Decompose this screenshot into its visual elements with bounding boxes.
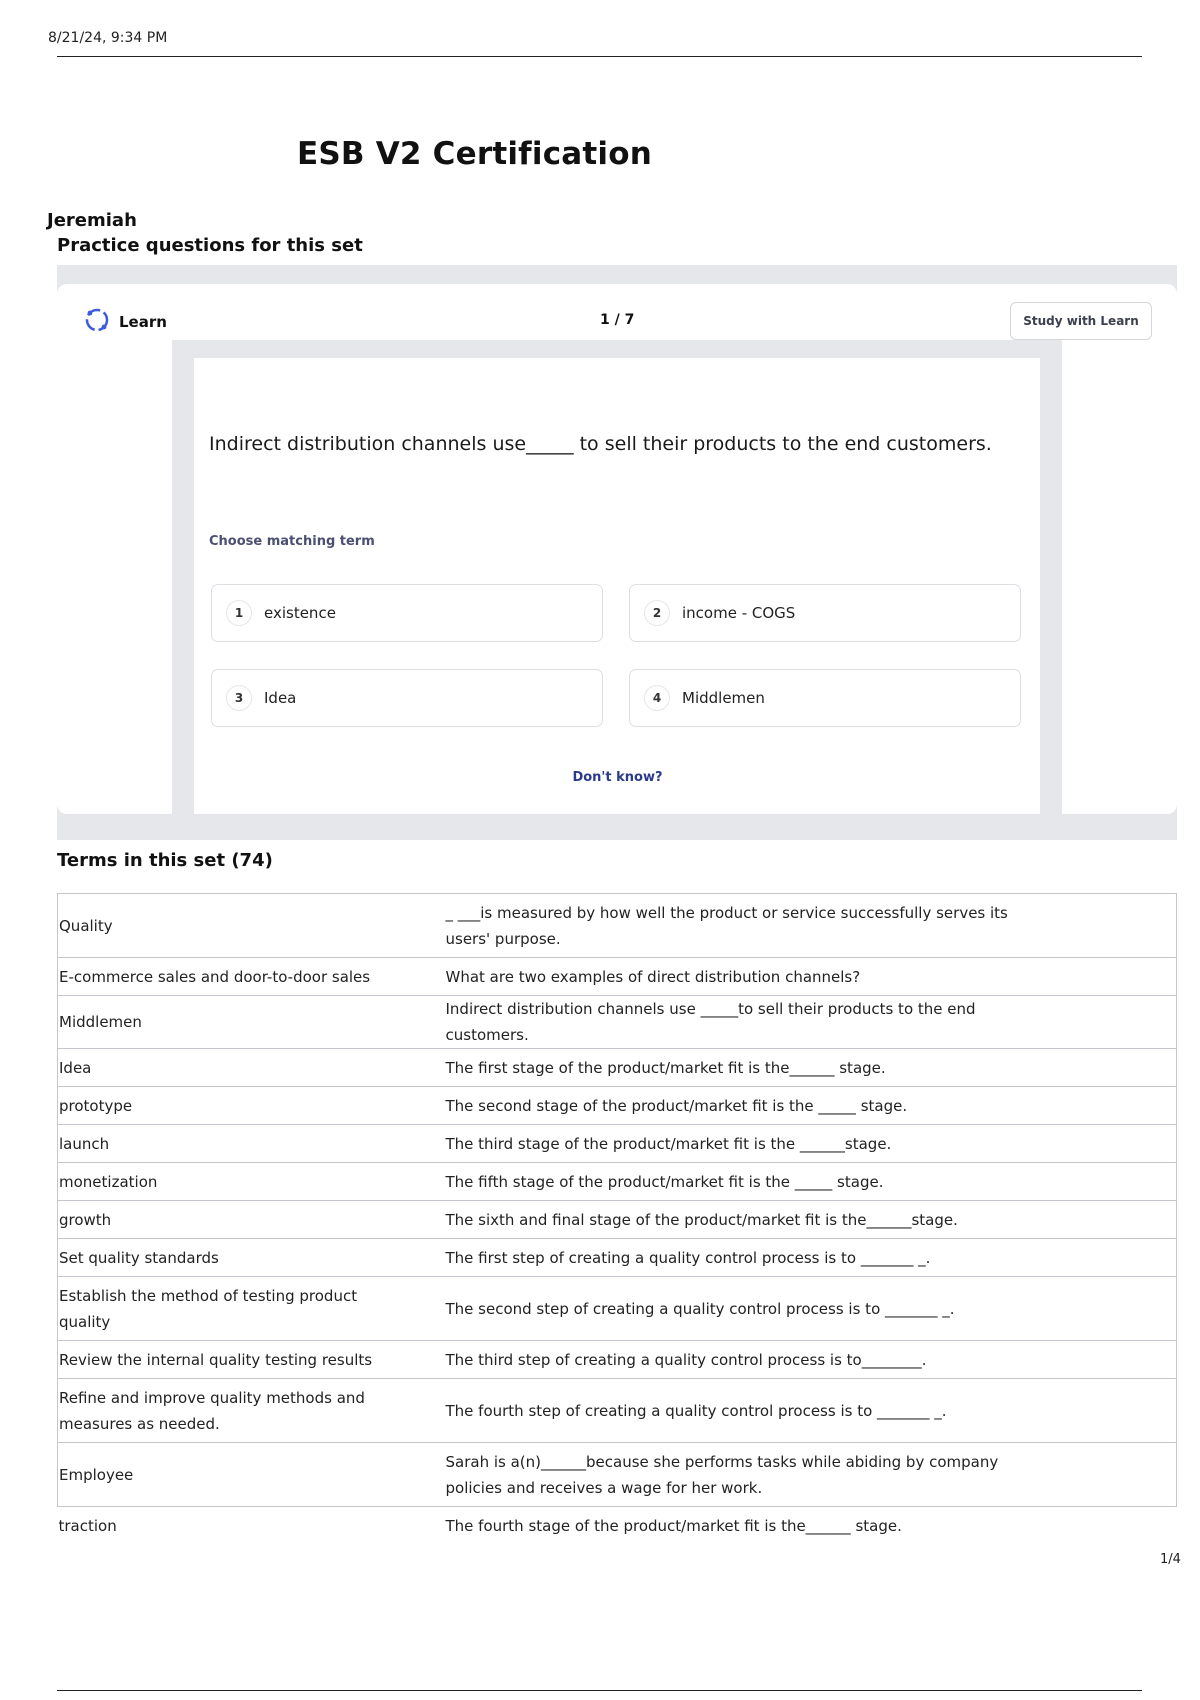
table-row bbox=[58, 1201, 1177, 1239]
table-row bbox=[58, 1087, 1177, 1125]
study-with-learn-button[interactable]: Study with Learn bbox=[1010, 302, 1152, 340]
term-cell: Idea bbox=[58, 1049, 408, 1087]
option-text: Middlemen bbox=[682, 689, 765, 707]
option-number-badge: 3 bbox=[226, 685, 252, 711]
terms-table bbox=[57, 893, 1177, 1545]
option-text: Idea bbox=[264, 689, 297, 707]
definition-cell: Sarah is a(n)______because she performs tasks while abiding by company policies and receives a wage for her work. bbox=[436, 1443, 1177, 1507]
table-row bbox=[58, 1163, 1177, 1201]
table-row bbox=[58, 1277, 1177, 1341]
author-name[interactable]: Jeremiah bbox=[47, 210, 137, 231]
option-number-badge: 1 bbox=[226, 600, 252, 626]
term-cell: Middlemen bbox=[58, 996, 408, 1049]
question-counter: 1 / 7 bbox=[600, 312, 635, 328]
definition-cell: The fourth step of creating a quality control process is to _______ _. bbox=[436, 1379, 1177, 1443]
table-row bbox=[58, 958, 1177, 996]
answer-option-3[interactable] bbox=[211, 669, 603, 727]
page-number: 1/4 bbox=[1160, 1552, 1181, 1567]
table-row bbox=[58, 1049, 1177, 1087]
definition-cell: The third step of creating a quality control process is to________. bbox=[436, 1341, 1177, 1379]
table-row bbox=[58, 1443, 1177, 1507]
table-row bbox=[58, 1341, 1177, 1379]
definition-cell: The second stage of the product/market fit is the _____ stage. bbox=[436, 1087, 1177, 1125]
learn-mode-badge bbox=[83, 306, 167, 338]
learn-cycle-icon bbox=[83, 306, 111, 338]
page-title: ESB V2 Certification bbox=[297, 136, 653, 172]
definition-cell: The sixth and final stage of the product/market fit is the______stage. bbox=[436, 1201, 1177, 1239]
term-cell: traction bbox=[58, 1516, 117, 1535]
option-number-badge: 4 bbox=[644, 685, 670, 711]
definition-cell: The second step of creating a quality control process is to _______ _. bbox=[436, 1277, 1177, 1341]
table-row bbox=[58, 996, 1177, 1049]
term-cell: Establish the method of testing product quality bbox=[58, 1277, 408, 1341]
definition-cell: The first stage of the product/market fit is the______ stage. bbox=[436, 1049, 1177, 1087]
table-row bbox=[58, 1125, 1177, 1163]
term-cell: growth bbox=[58, 1201, 408, 1239]
definition-cell: What are two examples of direct distribution channels? bbox=[436, 958, 1177, 996]
dont-know-link[interactable]: Don't know? bbox=[572, 770, 663, 785]
term-cell: Employee bbox=[58, 1443, 408, 1507]
answer-option-4[interactable] bbox=[629, 669, 1021, 727]
option-text: existence bbox=[264, 604, 336, 622]
term-cell: Refine and improve quality methods and measures as needed. bbox=[58, 1379, 408, 1443]
footer-divider bbox=[57, 1690, 1142, 1691]
answer-option-2[interactable] bbox=[629, 584, 1021, 642]
definition-cell: The third stage of the product/market fit is the ______stage. bbox=[436, 1125, 1177, 1163]
definition-cell: The fifth stage of the product/market fit is the _____ stage. bbox=[436, 1163, 1177, 1201]
table-row bbox=[58, 894, 1177, 958]
term-cell: Review the internal quality testing results bbox=[58, 1341, 408, 1379]
term-cell: Set quality standards bbox=[58, 1239, 408, 1277]
option-number-badge: 2 bbox=[644, 600, 670, 626]
practice-heading: Practice questions for this set bbox=[57, 235, 363, 256]
header-divider bbox=[57, 56, 1142, 57]
table-row bbox=[58, 1239, 1177, 1277]
table-row bbox=[58, 1379, 1177, 1443]
term-cell: monetization bbox=[58, 1163, 408, 1201]
print-timestamp: 8/21/24, 9:34 PM bbox=[48, 30, 168, 46]
definition-cell: _ ___is measured by how well the product or service successfully serves its users' purpose. bbox=[436, 894, 1177, 958]
term-cell: prototype bbox=[58, 1087, 408, 1125]
term-cell: E-commerce sales and door-to-door sales bbox=[58, 958, 408, 996]
definition-cell: The first step of creating a quality control process is to _______ _. bbox=[436, 1239, 1177, 1277]
definition-cell: Indirect distribution channels use _____to sell their products to the end customers. bbox=[436, 996, 1177, 1049]
term-cell: launch bbox=[58, 1125, 408, 1163]
definition-cell: The fourth stage of the product/market fit is the______ stage. bbox=[445, 1516, 902, 1535]
option-text: income - COGS bbox=[682, 604, 796, 622]
term-cell: Quality bbox=[58, 894, 408, 958]
answer-option-1[interactable] bbox=[211, 584, 603, 642]
choose-matching-term-label: Choose matching term bbox=[209, 534, 375, 549]
learn-mode-label: Learn bbox=[119, 313, 167, 331]
question-text: Indirect distribution channels use_____ to sell their products to the end customers. bbox=[209, 433, 992, 455]
terms-heading: Terms in this set (74) bbox=[57, 850, 273, 871]
table-row bbox=[58, 1507, 1177, 1545]
